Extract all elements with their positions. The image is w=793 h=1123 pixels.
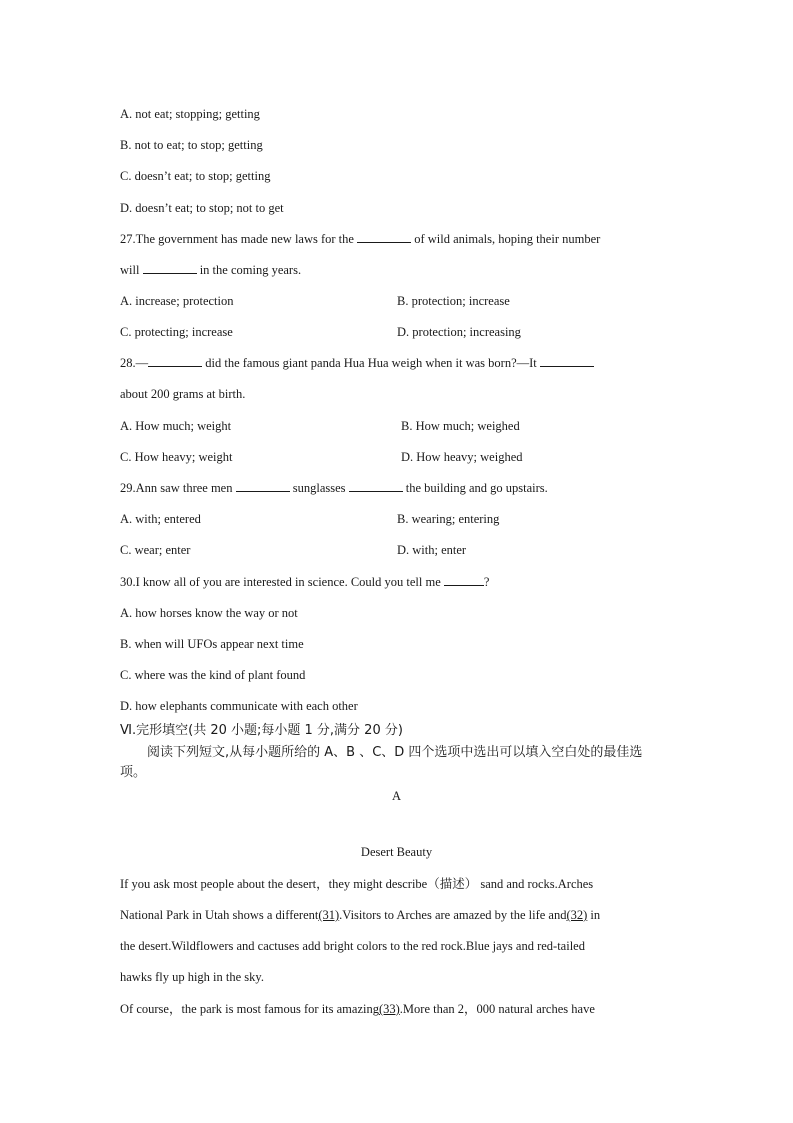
q27-text-b: of wild animals, hoping their number: [414, 232, 601, 246]
q29-text-a: 29.Ann saw three men: [120, 481, 233, 495]
q28-blank-2: [540, 355, 594, 367]
passage-line-4: hawks fly up high in the sky.: [120, 970, 264, 984]
blank-33: (33): [378, 1002, 400, 1016]
q26-option-b: B. not to eat; to stop; getting: [120, 138, 263, 152]
blank-31: (31): [318, 908, 340, 922]
q27-text-d: in the coming years.: [199, 263, 302, 277]
q27-option-b: B. protection; increase: [397, 294, 510, 308]
q29-option-d: D. with; enter: [397, 543, 467, 557]
q29-blank-2: [349, 480, 403, 492]
q27-text-a: 27.The government has made new laws for the: [120, 232, 354, 246]
passage-line-3: the desert.Wildflowers and cactuses add bright colors to the red rock.Blue jays and red-tailed: [120, 939, 585, 953]
q28-option-c: C. How heavy; weight: [120, 450, 233, 464]
q29-text-c: the building and go upstairs.: [405, 481, 548, 495]
passage-text-5a: Of course，the park is most famous for its amazing: [120, 1002, 379, 1016]
q27-option-d: D. protection; increasing: [397, 325, 521, 339]
q30-text: 30.I know all of you are interested in science. Could you tell me: [120, 575, 441, 589]
q30-blank: [444, 574, 484, 586]
q27-blank-1: [357, 231, 411, 243]
q30-end: ?: [483, 575, 490, 589]
q26-option-a: A. not eat; stopping; getting: [120, 107, 260, 121]
q28-stem-line1: [120, 355, 594, 371]
q28-text-a: 28.—: [120, 356, 149, 370]
passage-line-2: [120, 907, 600, 923]
q27-option-a: A. increase; protection: [120, 294, 234, 308]
q28-text-b: did the famous giant panda Hua Hua weigh when it was born?—It: [205, 356, 537, 370]
q28-option-d: D. How heavy; weighed: [401, 450, 523, 464]
q29-option-c: C. wear; enter: [120, 543, 191, 557]
q26-option-d: D. doesn’t eat; to stop; not to get: [120, 201, 284, 215]
q29-stem: [120, 480, 548, 496]
q29-option-b: B. wearing; entering: [397, 512, 500, 526]
q30-option-c: C. where was the kind of plant found: [120, 668, 306, 682]
q28-option-b: B. How much; weighed: [401, 419, 520, 433]
passage-text-2b: .Visitors to Arches are amazed by the life and: [339, 908, 567, 922]
q28-blank-1: [148, 355, 202, 367]
q30-option-b: B. when will UFOs appear next time: [120, 637, 304, 651]
passage-text-2a: National Park in Utah shows a different: [120, 908, 319, 922]
q28-option-a: A. How much; weight: [120, 419, 232, 433]
q26-option-c: C. doesn’t eat; to stop; getting: [120, 169, 271, 183]
q30-option-d: D. how elephants communicate with each other: [120, 699, 358, 713]
q27-stem-line2: [120, 262, 301, 278]
q30-option-a: A. how horses know the way or not: [120, 606, 298, 620]
passage-line-5: [120, 1001, 595, 1017]
q27-stem-line1: [120, 231, 600, 247]
q30-stem: [120, 574, 489, 590]
passage-text-2c: in: [587, 908, 601, 922]
passage-text-5b: .More than 2，000 natural arches have: [399, 1002, 595, 1016]
q28-stem-line2: about 200 grams at birth.: [120, 387, 246, 401]
q29-text-b: sunglasses: [292, 481, 346, 495]
q27-option-c: C. protecting; increase: [120, 325, 233, 339]
section-instruction-2: 项。: [120, 765, 147, 780]
q27-text-c: will: [120, 263, 140, 277]
blank-32: (32): [566, 908, 588, 922]
q29-blank-1: [236, 480, 290, 492]
section-heading: Ⅵ.完形填空(共 20 小题;每小题 1 分,满分 20 分): [120, 723, 403, 738]
passage-label: A: [391, 789, 402, 803]
q29-option-a: A. with; entered: [120, 512, 201, 526]
q27-blank-2: [143, 262, 197, 274]
passage-line-1: If you ask most people about the desert，they might describe（描述） sand and rocks.Arches: [120, 877, 594, 891]
passage-title: Desert Beauty: [360, 845, 433, 859]
section-instruction-1: 阅读下列短文,从每小题所给的 A、B 、C、D 四个选项中选出可以填入空白处的最佳选: [147, 745, 643, 760]
